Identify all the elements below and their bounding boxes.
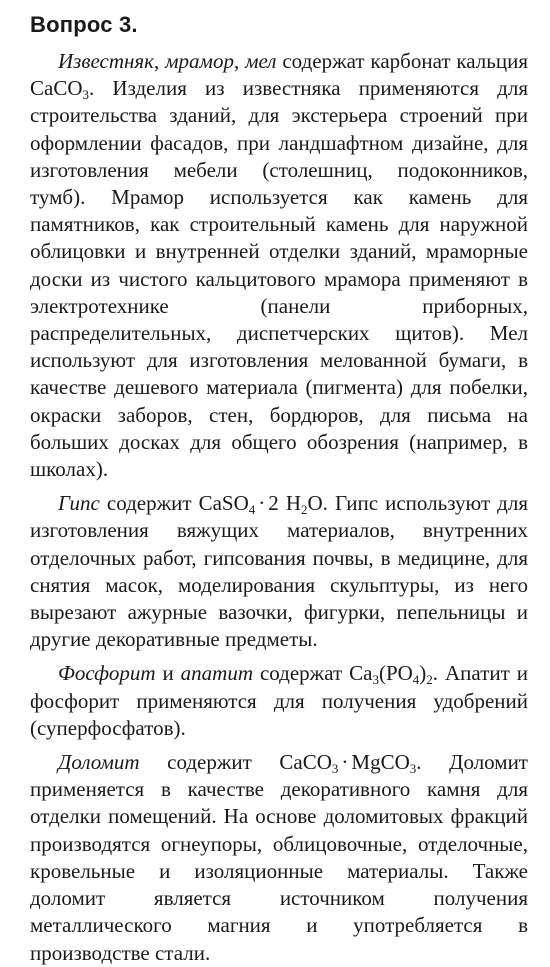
paragraph-dolomite: Доломит содержит CaCO$_3$ · MgCO$_3$. Доломит применяется в качестве декоративного камня для отделки помещений. На основе доломитовых фракций производятся огнеупоры, облицовочные, отделочные, кровельные и изоляционные материалы. Также доломит является источником получения металлического магния и употребляется в производстве стали. — [30, 750, 528, 965]
term-gypsum: Гипс — [58, 491, 100, 516]
paragraph-text: . Изделия из известняка применяются для строительства зданий, для экстерьера строений при оформлении фасадов, при ландшафтном дизайне, для изготовления мебели (столешниц, подоконников, тумб). Мрамор используется как камень для памятников, как строительный камень для наружной облицовки и внутренней отделки зданий, мраморные доски из чистого кальцитового мрамора применяют в электротехнике (панели приборных, распределительных, диспетчерских щитов). Мел используют для изготовления мелованной бумаги, в качестве дешевого материала (пигмента) для побелки, окраски заборов, стен, бордюров, для письма на больших досках для общего обозрения (например, в школах). — [30, 76, 528, 482]
paragraph-phosphorite: Фосфорит и апатит содержат $Ca_3(PO_4)_2$. Апатит и фосфорит применяются для получения удобрений (суперфосфатов). — [30, 661, 528, 740]
term-chalk: мел — [245, 49, 277, 73]
paragraph-text: . Апатит и фосфорит применяются для получения удобрений (суперфосфатов). — [30, 661, 528, 740]
term-limestone: Известняк — [58, 49, 155, 73]
term-dolomite: Доломит — [58, 750, 140, 775]
paragraph-gypsum: Гипс содержит CaSO$_4$ · 2 $H_2O$. Гипс используют для изготовления вяжущих материалов, внутренних отделочных работ, гипсования почвы, в медицине, для снятия масок, моделирования скульптуры, из него вырезают ажурные вазочки, фигурки, пепельницы и другие декоративные предметы. — [30, 491, 528, 652]
question-heading: Вопрос 3. — [30, 12, 138, 37]
paragraph-text: . Гипс используют для изготовления вяжущих материалов, внутренних отделочных работ, гипсования почвы, в медицине, для снятия масок, моделирования скульптуры, из него вырезают ажурные вазочки, фигурки, пепельницы и другие декоративные предметы. — [30, 491, 528, 652]
paragraph-limestone: Известняк, мрамор, мел содержат карбонат кальция CaCO$_3$. Изделия из известняка применяются для строительства зданий, для экстерьера строений при оформлении фасадов, при ландшафтном дизайне, для изготовления мебели (столешниц, подоконников, тумб). Мрамор используется как камень для памятников, как строительный камень для наружной облицовки и внутренней отделки зданий, мраморные доски из чистого кальцитового мрамора применяют в электротехнике (панели приборных, распределительных, диспетчерских щитов). Мел используют для изготовления мелованной бумаги, в качестве дешевого материала (пигмента) для побелки, окраски заборов, стен, бордюров, для письма на больших досках для общего обозрения (например, в школах). — [30, 49, 528, 482]
paragraph-text: . Доломит применяется в качестве декоративного камня для отделки помещений. На основе доломитовых фракций производятся огнеупоры, облицовочные, отделочные, кровельные и изоляционные материалы. Также доломит является источником получения металлического магния и употребляется в производстве стали. — [30, 750, 528, 965]
term-phosphorite: Фосфорит — [58, 661, 156, 686]
formula-gypsum: CaSO$_4$ · 2 $H_2O$ — [198, 491, 323, 518]
formula-phosphate: $Ca_3(PO_4)_2$ — [349, 661, 433, 688]
term-apatite: апатит — [180, 661, 253, 686]
term-marble: мрамор — [165, 49, 234, 73]
formula-caco3: CaCO$_3$ — [30, 76, 89, 103]
formula-dolomite: CaCO$_3$ · MgCO$_3$ — [279, 750, 417, 777]
